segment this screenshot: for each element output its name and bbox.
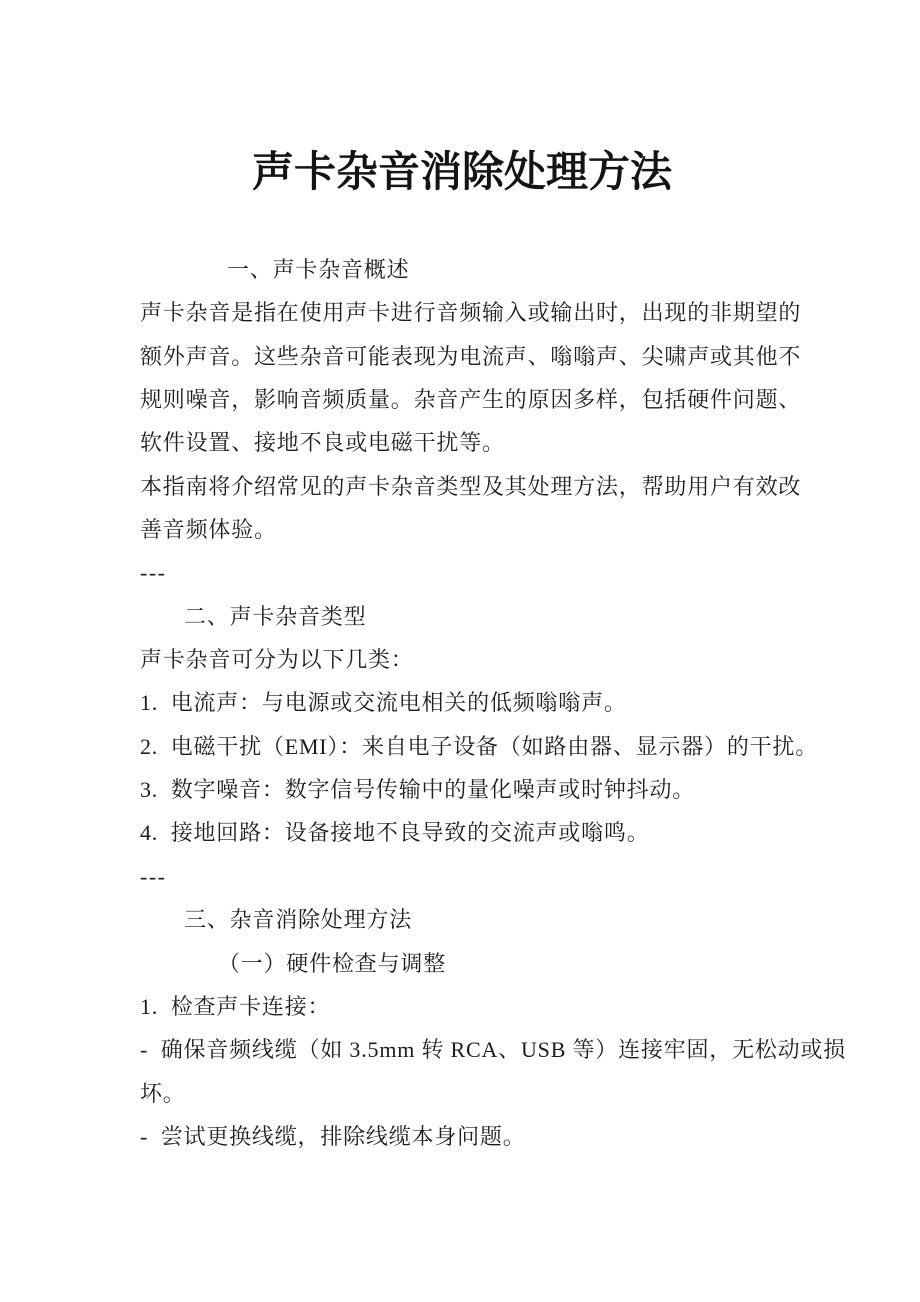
body-text-line: 1. 检查声卡连接：	[140, 993, 331, 1019]
body-text-line: 规则噪音，影响音频质量。杂音产生的原因多样，包括硬件问题、	[140, 387, 802, 413]
separator-line: ---	[140, 863, 167, 889]
body-text-line: 坏。	[140, 1080, 186, 1106]
body-text-line: 1. 电流声：与电源或交流电相关的低频嗡嗡声。	[140, 690, 627, 716]
separator-line: ---	[140, 560, 167, 586]
body-text-line: 4. 接地回路：设备接地不良导致的交流声或嗡鸣。	[140, 820, 650, 846]
section-heading: 二、声卡杂音类型	[184, 603, 367, 629]
document-title: 声卡杂音消除处理方法	[251, 148, 672, 195]
body-text-line: 3. 数字噪音：数字信号传输中的量化噪声或时钟抖动。	[140, 777, 696, 803]
body-text-line: 本指南将介绍常见的声卡杂音类型及其处理方法，帮助用户有效改	[140, 473, 802, 499]
section-heading: 三、杂音消除处理方法	[184, 907, 413, 933]
section-heading: 一、声卡杂音概述	[227, 257, 410, 282]
document-body	[140, 248, 847, 1158]
body-text-line: 声卡杂音是指在使用声卡进行音频输入或输出时，出现的非期望的	[140, 300, 802, 326]
subsection-heading: （一）硬件检查与调整	[218, 950, 447, 976]
body-text-line: - 尝试更换线缆，排除线缆本身问题。	[140, 1123, 526, 1149]
body-text-line: 善音频体验。	[140, 517, 277, 543]
body-text-line: 额外声音。这些杂音可能表现为电流声、嗡嗡声、尖啸声或其他不	[140, 343, 802, 369]
body-text-line: 2. 电磁干扰（EMI）：来自电子设备（如路由器、显示器）的干扰。	[140, 733, 819, 759]
body-text-line: 声卡杂音可分为以下几类：	[140, 647, 414, 673]
body-text-line: - 确保音频线缆（如 3.5mm 转 RCA、USB 等）连接牢固，无松动或损	[140, 1037, 847, 1063]
body-text-line: 软件设置、接地不良或电磁干扰等。	[140, 430, 505, 456]
